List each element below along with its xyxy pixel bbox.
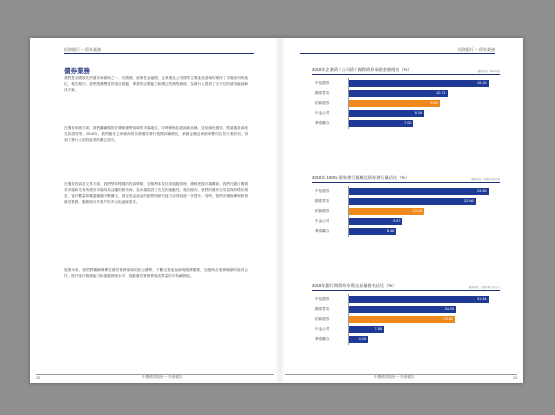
bar-label: 中金公司 [315,111,330,115]
chart-1 [312,66,500,134]
bar-row [312,228,500,235]
left-page-number: 12 [36,376,40,380]
bar-row [312,218,500,225]
paragraph-1: 我們是全國領先的債券承銷商之一，在國債、政策性金融債、企業債及公司債等主要產品領域均保持了市場前列的地位。報告期內，我們憑藉豐富的項目經驗、專業的定價能力和廣泛的銷售網絡，為發行人提供了全方位的債券融資解決方案。 [64,76,248,92]
bar-value-label: 4.26 [358,337,366,341]
bar-value-label: 9.57 [393,219,401,223]
bar-track [349,188,499,195]
bar-row [312,198,500,205]
bar-track [349,120,499,127]
bar-label: 中信證券 [315,81,330,85]
bar-row [312,336,500,343]
chart-1-source: 數據來源：Wind資訊 [477,70,500,73]
bar-row [312,110,500,117]
bar-row [312,100,500,107]
right-running-head: 投資銀行 ─ 債券業務 [457,47,495,52]
left-header-rule [64,53,254,54]
bar-track [349,316,499,323]
bar-row [312,306,500,313]
book-gutter [275,38,285,383]
bar-label: 招商證券 [315,209,330,213]
bar-track [349,306,499,313]
chart-2-source: 數據來源：中國債券信息網 [471,178,500,181]
bar-value-label: 24.09 [444,307,455,311]
bar-track [349,218,499,225]
chart-1-header [312,66,500,75]
bar-value-label: 9.84 [430,101,438,105]
chart-3-header [312,282,500,291]
chart-3-title: 2018年銀行間債券市場交易量排名佔比（%） [312,283,397,288]
bar-row [312,208,500,215]
bar-value-label: 31.34 [476,297,487,301]
bar-value-label: 7.85 [374,327,382,331]
bar-label: 中信證券 [315,297,330,301]
bar-value-label: 15.15 [476,81,487,85]
bar-row [312,80,500,87]
bar-label: 國泰君安 [315,199,330,203]
bar-row [312,326,500,333]
bar-row [312,296,500,303]
bar-value-label: 13.44 [412,209,423,213]
right-header-rule [300,53,495,54]
bar-label: 招商證券 [315,101,330,105]
bar-track [349,228,499,235]
right-footer-text: 中國債券股份 ─ 年度報告 [374,375,415,379]
book-spread [30,38,523,383]
bar-track [349,100,499,107]
bar-value-label: 8.16 [414,111,423,115]
bar-label: 國泰君安 [315,91,330,95]
paragraph-3: 在債券投資及交易方面，我們堅持穩健的投資策略，加強利率及信用風險管理，積極把握市場機會。我們在銀行間債券市場和交易所債券市場均為活躍的做市商，為市場提供了充足的流動性。報告期內，我們的債券交易量保持穩步增長，客戶數量和覆蓋範圍不斷擴大，固定收益產品的銷售與研究能力亦得到進一步提升。同時，我們亦積極參與跨境債券業務，服務境內外客戶的多元化融資需求。 [64,182,248,204]
right-page-number: 13 [513,376,517,380]
bar-value-label: 22.66 [464,199,474,203]
chart-2-header [312,174,500,183]
bar-label: 華泰聯合 [315,337,330,341]
bar-track [349,110,499,117]
left-footer-text: 中國債券股份 ─ 年度報告 [142,375,183,379]
bar-track [349,208,499,215]
bar-label: 華泰聯合 [315,121,330,125]
bar-track [349,336,499,343]
bar-value-label: 24.96 [476,189,487,193]
chart-3-plot [312,291,500,350]
paragraph-2: 在債券承銷方面，我們繼續鞏固在傳統優勢領域的市場地位，同時積極拓展創新品種，包括綠色債券、熊貓債及資產支持證券等。2018年，我們擔任主承銷商的各類債券發行規模持續增長，承銷金額及承銷家數均位居行業前列，得到了發行人和投資者的廣泛認可。 [64,126,248,142]
bar-row [312,188,500,195]
chart-3-source: 數據來源：中國外匯交易中心 [468,286,500,289]
bar-label: 華泰聯合 [315,229,330,233]
bar-track [349,80,499,87]
chart-1-title: 2018年企業債 / 公司債 / 國際債券承銷金額排名（%） [312,67,412,72]
chart-2-title: 2018年 100% 債券發行規模及債券發行量佔比（%） [312,175,410,180]
chart-2-plot [312,183,500,242]
bar-label: 中金公司 [315,219,330,223]
chart-2 [312,174,500,242]
bar-label: 國泰君安 [315,307,330,311]
section-title: 債券業務 [64,68,90,75]
bar-track [349,90,499,97]
bar-row [312,120,500,127]
paragraph-4: 展望未來，我們將繼續發揮在債券業務領域的綜合優勢，不斷完善產品線與服務體系，加強與各業務條線的協同合作，提升客戶服務能力和風險管理水平，推動債券業務實現高質量的可持續發展。 [64,268,248,278]
bar-row [312,90,500,97]
chart-3 [312,282,500,350]
bar-track [349,198,499,205]
bar-value-label: 23.82 [443,317,454,321]
bar-value-label: 8.46 [386,229,395,233]
bar-track [349,326,499,333]
left-running-head: 投資銀行 ─ 債券業務 [64,47,102,52]
bar-row [312,316,500,323]
bar-label: 中金公司 [315,327,330,331]
bar-value-label: 7.00 [404,121,412,125]
chart-1-plot [312,75,500,134]
bar-label: 招商證券 [315,317,330,321]
bar-value-label: 10.71 [436,91,446,95]
bar-track [349,296,499,303]
bar-label: 中信證券 [315,189,330,193]
